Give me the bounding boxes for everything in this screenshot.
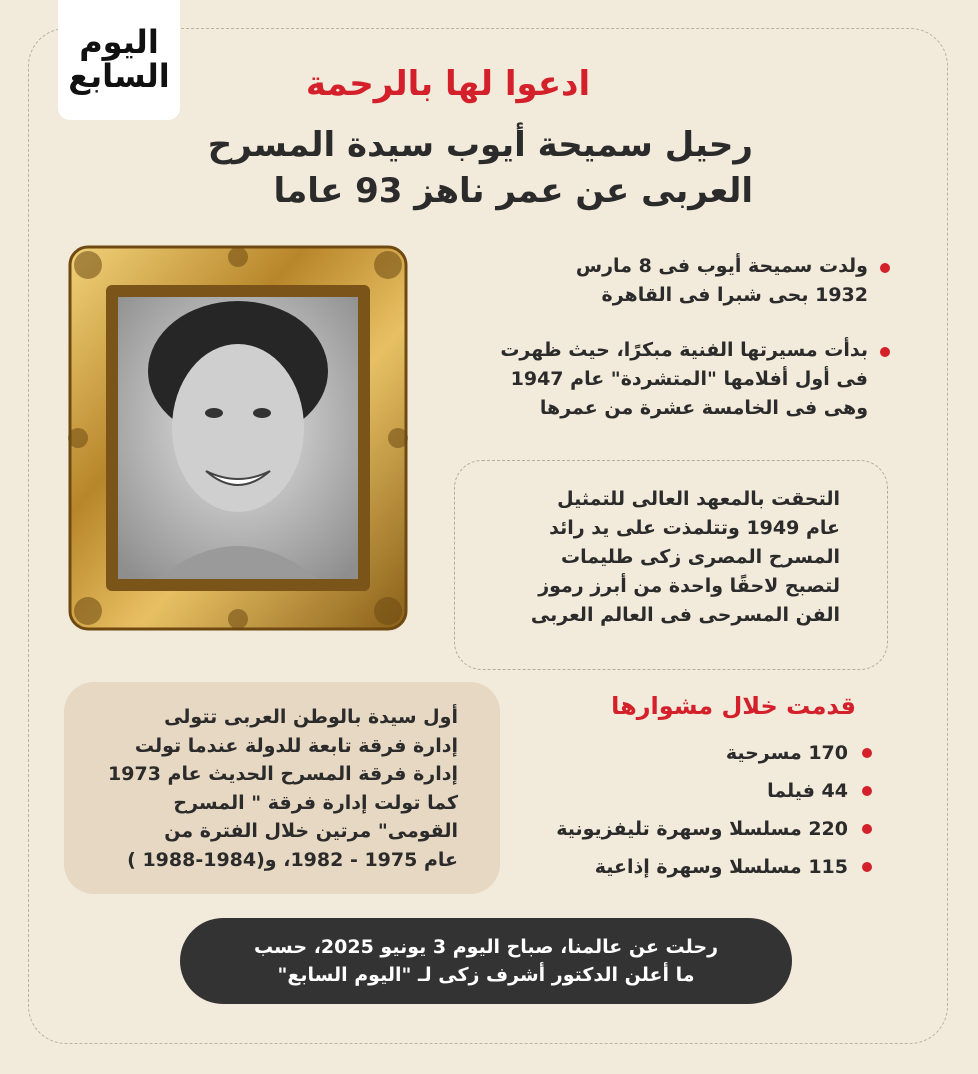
brand-logo: [58, 0, 180, 120]
works-title: قدمت خلال مشوارها: [611, 692, 856, 720]
works-item-tv: 220 مسلسلا وسهرة تليفزيونية: [532, 810, 872, 848]
bullet-birth: ولدت سميحة أيوب فى 8 مارس 1932 بحى شبرا فى القاهرة: [460, 252, 890, 310]
subheadline: [193, 122, 753, 214]
subhead-line-2: العربى عن عمر ناهز 93 عاما: [273, 171, 753, 211]
footer-text: رحلت عن عالمنا، صباح اليوم 3 يونيو 2025، حسب ما أعلن الدكتور أشرف زكى لـ "اليوم السابع": [253, 936, 719, 986]
bio-bullets: [460, 252, 890, 449]
footer-banner: [180, 918, 792, 1004]
headline: ادعوا لها بالرحمة: [305, 64, 591, 104]
works-item-films: 44 فيلما: [532, 772, 872, 810]
logo-line-1: اليوم: [79, 23, 159, 62]
leadership-text: أول سيدة بالوطن العربى تتولى إدارة فرقة تابعة للدولة عندما تولت إدارة فرقة المسرح الحديث عام 1973 كما تولت إدارة فرقة " المسرح القومى" مرتين خلال الفترة من عام 1975 - 1982، و(1984-1988 ): [108, 706, 458, 871]
portrait-frame: [66, 243, 410, 633]
logo-line-2: السابع: [68, 57, 170, 95]
works-item-radio: 115 مسلسلا وسهرة إذاعية: [532, 848, 872, 886]
institute-text: التحقت بالمعهد العالى للتمثيل عام 1949 وتتلمذت على يد رائد المسرح المصرى زكى طليمات لتصبح لاحقًا واحدة من أبرز رموز الفن المسرحى فى العالم العربى: [530, 488, 840, 626]
works-list: [532, 734, 872, 886]
bullet-career-start: بدأت مسيرتها الفنية مبكرًا، حيث ظهرت فى أول أفلامها "المتشردة" عام 1947 وهى فى الخامسة عشرة من عمرها: [460, 336, 890, 423]
works-item-plays: 170 مسرحية: [532, 734, 872, 772]
subhead-line-1: رحيل سميحة أيوب سيدة المسرح: [207, 125, 753, 165]
